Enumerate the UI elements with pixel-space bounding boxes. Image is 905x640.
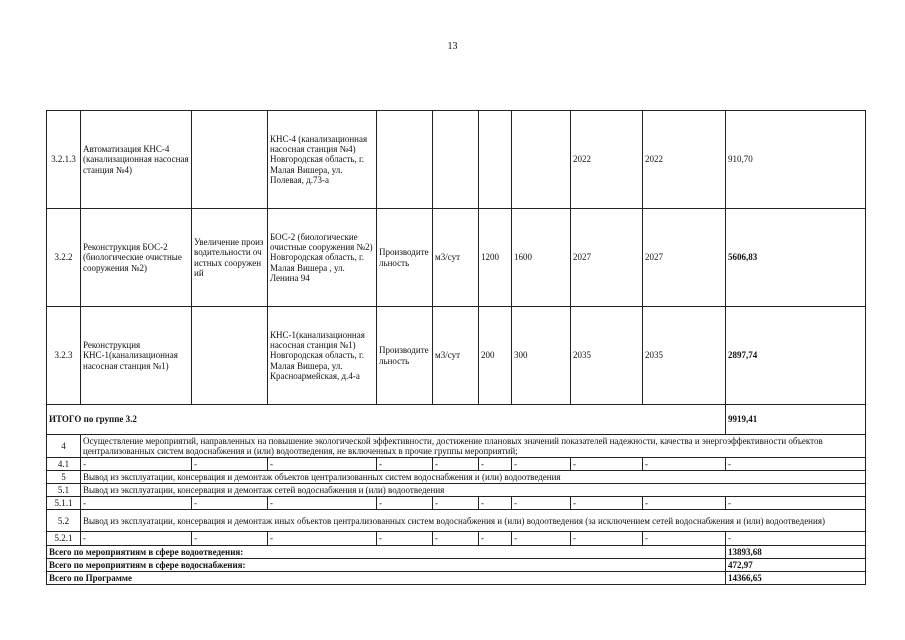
end-year: 2027 [643, 209, 726, 307]
section-title: Вывод из эксплуатации, консервация и демонтаж иных объектов централизованных систем водоснабжения и (или) водоотведения (за исключением сетей водоснабжения и (или) водоотведения) [81, 510, 866, 532]
group-total-row [47, 405, 866, 435]
total-value: 472,97 [726, 558, 866, 571]
measure-name: Реконструкция БОС-2 (биологические очистные сооружения №2) [81, 209, 192, 307]
dash-cell: - [377, 532, 433, 545]
section-number: 4 [47, 435, 81, 458]
table-row [47, 111, 866, 209]
indicator-unit: м3/сут [433, 209, 479, 307]
end-year: 2022 [643, 111, 726, 209]
value-before: 1200 [479, 209, 512, 307]
section-row [47, 510, 866, 532]
indicator-name [377, 111, 433, 209]
row-number: 4.1 [47, 458, 81, 471]
start-year: 2022 [571, 111, 643, 209]
section-number: 5 [47, 471, 81, 484]
cost-value: 910,70 [726, 111, 866, 209]
measure-name: Реконструкция КНС-1(канализационная насосная станция №1) [81, 307, 192, 405]
row-number: 3.2.2 [47, 209, 81, 307]
dash-cell: - [571, 458, 643, 471]
dash-cell: - [81, 532, 192, 545]
total-label: Всего по Программе [47, 571, 726, 584]
total-label: Всего по мероприятиям в сфере водоснабжения: [47, 558, 726, 571]
section-row [47, 471, 866, 484]
table-row [47, 209, 866, 307]
investment-program-table [46, 110, 866, 585]
dash-cell: - [192, 532, 268, 545]
dash-cell: - [479, 497, 512, 510]
measure-purpose [192, 307, 268, 405]
measure-purpose [192, 111, 268, 209]
total-row [47, 571, 866, 584]
dash-cell: - [726, 532, 866, 545]
measure-name: Автоматизация КНС-4 (канализационная насосная станция №4) [81, 111, 192, 209]
dash-cell: - [726, 497, 866, 510]
end-year: 2035 [643, 307, 726, 405]
indicator-unit: м3/сут [433, 307, 479, 405]
section-title: Осуществление мероприятий, направленных на повышение экологической эффективности, достижение плановых значений показателей надежности, качества и энергоэффективности объектов централизованных систем водоснабжения и (или) водоотведения, не включенных в прочие группы мероприятий; [81, 435, 866, 458]
total-row [47, 545, 866, 558]
dash-cell: - [268, 458, 377, 471]
table-row [47, 532, 866, 545]
section-number: 5.1 [47, 484, 81, 497]
object-location: КНС-1(канализационная насосная станция №1) Новгородская область, г. Малая Вишера, ул. Красноармейская, д.4-а [268, 307, 377, 405]
dash-cell: - [433, 497, 479, 510]
dash-cell: - [268, 497, 377, 510]
dash-cell: - [192, 458, 268, 471]
table-row [47, 458, 866, 471]
dash-cell: - [643, 497, 726, 510]
measure-purpose: Увеличение производительности очистных сооружений [192, 209, 268, 307]
page-number: 13 [447, 41, 458, 52]
dash-cell: - [192, 497, 268, 510]
dash-cell: - [377, 497, 433, 510]
dash-cell: - [81, 497, 192, 510]
section-number: 5.2 [47, 510, 81, 532]
total-label: Всего по мероприятиям в сфере водоотведения: [47, 545, 726, 558]
dash-cell: - [726, 458, 866, 471]
dash-cell: - [512, 532, 571, 545]
dash-cell: - [571, 497, 643, 510]
start-year: 2035 [571, 307, 643, 405]
value-before: 200 [479, 307, 512, 405]
cost-value: 2897,74 [726, 307, 866, 405]
row-number: 5.1.1 [47, 497, 81, 510]
total-value: 14366,65 [726, 571, 866, 584]
value-after: 300 [512, 307, 571, 405]
row-number: 3.2.1.3 [47, 111, 81, 209]
dash-cell: - [512, 497, 571, 510]
table-row [47, 497, 866, 510]
total-value: 13893,68 [726, 545, 866, 558]
object-location: БОС-2 (биологические очистные сооружения №2) Новгородская область, г. Малая Вишера , ул. Ленина 94 [268, 209, 377, 307]
section-row [47, 484, 866, 497]
row-number: 3.2.3 [47, 307, 81, 405]
dash-cell: - [479, 458, 512, 471]
value-before [479, 111, 512, 209]
indicator-name: Производительность [377, 209, 433, 307]
dash-cell: - [433, 532, 479, 545]
dash-cell: - [512, 458, 571, 471]
dash-cell: - [433, 458, 479, 471]
dash-cell: - [81, 458, 192, 471]
indicator-unit [433, 111, 479, 209]
group-total-label: ИТОГО по группе 3.2 [47, 405, 726, 435]
value-after: 1600 [512, 209, 571, 307]
dash-cell: - [643, 458, 726, 471]
indicator-name: Производительность [377, 307, 433, 405]
row-number: 5.2.1 [47, 532, 81, 545]
dash-cell: - [571, 532, 643, 545]
start-year: 2027 [571, 209, 643, 307]
section-title: Вывод из эксплуатации, консервация и демонтаж сетей водоснабжения и (или) водоотведения [81, 484, 866, 497]
dash-cell: - [643, 532, 726, 545]
section-row [47, 435, 866, 458]
total-row [47, 558, 866, 571]
cost-value: 5606,83 [726, 209, 866, 307]
group-total-value: 9919,41 [726, 405, 866, 435]
dash-cell: - [268, 532, 377, 545]
section-title: Вывод из эксплуатации, консервация и демонтаж объектов централизованных систем водоснабжения и (или) водоотведения [81, 471, 866, 484]
dash-cell: - [377, 458, 433, 471]
table-row [47, 307, 866, 405]
value-after [512, 111, 571, 209]
object-location: КНС-4 (канализационная насосная станция №4) Новгородская область, г. Малая Вишера, ул. Полевая, д.73-а [268, 111, 377, 209]
dash-cell: - [479, 532, 512, 545]
